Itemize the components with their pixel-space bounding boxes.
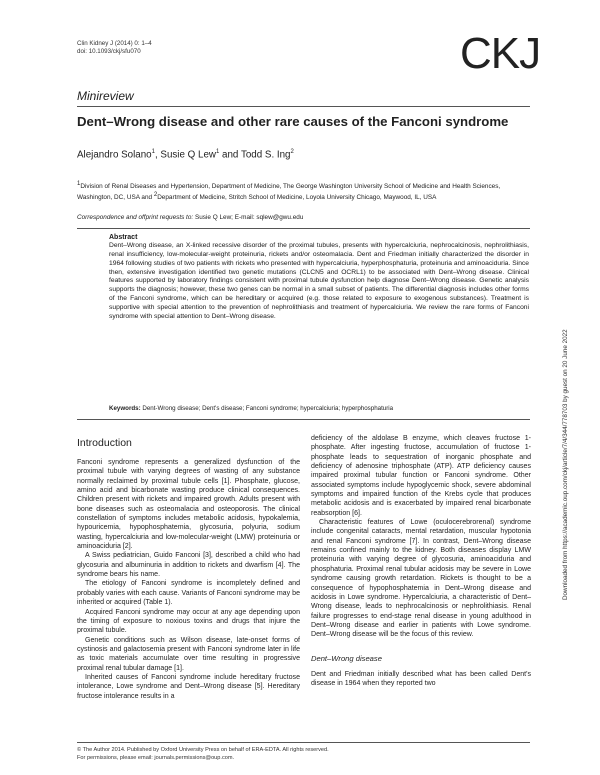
author-list: Alejandro Solano$^1$, Susie Q Lew$^1$ and Todd S. Ing$^2$ <box>77 149 294 161</box>
keywords-label: Keywords: <box>109 405 141 412</box>
author-sup: 1 <box>215 149 220 155</box>
abstract-divider <box>77 419 530 420</box>
header-divider <box>77 106 530 107</box>
affiliation-text: Division of Renal Diseases and Hypertension, Department of Medicine, The George Washington University School of Medicine and Health Sciences, Washington, DC, USA and <box>77 183 501 202</box>
affil-sup: 1 <box>77 181 81 187</box>
keywords-value: Dent-Wrong disease; Dent's disease; Fanconi syndrome; hypercalciuria; hyperphosphaturia <box>140 405 394 412</box>
abstract-heading: Abstract <box>109 234 138 241</box>
author-name: Alejandro Solano <box>77 149 152 161</box>
paragraph: Fanconi syndrome represents a generalized dysfunction of the proximal tubule with varying degrees of wasting of any substance normally reclaimed by proximal tubule cells [1]. Phosphate, glucose, amino acid and bicarbonate wasting produce clinical consequences. Children present with rickets and impaired growth. Adults present with bone diseases such as osteomalacia and osteoporosis. The clinical constellation of symptoms includes metabolic acidosis, hypokalemia, hypouricemia, hypophosphatemia, glycosuria, polyuria, sodium wasting, hypercalciuria and low-molecular-weight (LMW) proteinuria or aminoaciduria [2]. <box>77 459 300 551</box>
doi-line: doi: 10.1093/ckj/sfu070 <box>77 48 141 56</box>
paragraph: A Swiss pediatrician, Guido Fanconi [3], described a child who had glycosuria and albuminuria in addition to rickets and dwarfism [4]. The syndrome bears his name. <box>77 552 300 579</box>
keywords <box>109 405 393 412</box>
copyright-line: © The Author 2014. Published by Oxford University Press on behalf of ERA-EDTA. All rights reserved. <box>77 747 329 753</box>
correspondence <box>77 214 303 221</box>
paragraph: Genetic conditions such as Wilson disease, late-onset forms of cystinosis and galactosemia present with Fanconi syndrome later in life as toxic materials accumulate over time resulting in progressive proximal renal tubular damage [1]. <box>77 636 300 672</box>
article-type: Minireview <box>77 89 134 103</box>
citation-block <box>77 40 152 57</box>
body-column-2 <box>311 434 531 689</box>
download-stamp: Downloaded from https://academic.oup.com/ckj/article/7/4/344/778703 by guest on 20 June 2022 <box>562 329 569 600</box>
section-heading-dent-wrong: Dent–Wrong disease <box>311 653 382 663</box>
affiliation-text: Department of Medicine, Stritch School of Medicine, Loyola University Chicago, Maywood, IL, USA <box>157 194 437 202</box>
copyright-footer <box>77 747 329 762</box>
paragraph: Characteristic features of Lowe (oculocerebrorenal) syndrome include congenital cataracts, mental retardation, muscular hypotonia and renal Fanconi syndrome [7]. In contrast, Dent–Wrong disease remains confined mainly to the kidney. Both diseases display LMW proteinuria with varying degree of glycosuria, aminoaciduria and phosphaturia. Proximal renal tubular acidosis may be severe in Lowe syndrome causing growth retardation. Rickets is thought to be a consequence of hypophosphatemia in Dent–Wrong disease and acidosis in Lowe syndrome. Hypercalciuria, a characteristic of Dent–Wrong disease, leads to nephrocalcinosis or nephrolithiasis. Renal failure progresses to end-stage renal disease in young adulthood in Dent–Wrong disease and earlier in patients with Lowe syndrome. Dent–Wrong disease will be the focus of this review. <box>311 519 531 639</box>
paragraph: Inherited causes of Fanconi syndrome include hereditary fructose intolerance, Lowe syndrome and Dent–Wrong disease [5]. Hereditary fructose intolerance results in a <box>77 673 300 700</box>
abstract-text: Dent–Wrong disease, an X-linked recessive disorder of the proximal tubules, presents with hypercalciuria, nephrocalcinosis, nephrolithiasis, renal insufficiency, low-molecular-weight proteinuria, rickets and/or osteomalacia. Dent and Friedman initially characterized the disorder in 1964 following studies of two patients with rickets who presented with hypercalciuria, hyperphosphaturia, proteinuria and aminoaciduria. Since then, extensive investigation identified two genetic mutations (CLCN5 and OCRL1) to be associated with Dent–Wrong disease. Clinical features supported by laboratory findings consistent with proximal tubule dysfunction help diagnose Dent–Wrong disease. Genetic analysis supports the diagnosis; however, these two genes can be normal in a small subset of patients. The differential diagnosis includes other forms of the Fanconi syndrome, which can be hereditary or acquired (e.g. those related to exposure to exogenous substances). Treatment is supportive with special attention to the prevention of nephrolithiasis and treatment of hypercalciuria. We review the rare forms of Fanconi syndrome with special attention to Dent–Wrong disease. <box>109 242 529 320</box>
affiliations <box>77 180 532 203</box>
journal-logo: CKJ <box>460 29 541 78</box>
correspondence-value: Susie Q Lew; E-mail: sqlew@gwu.edu <box>193 214 304 221</box>
paragraph: deficiency of the aldolase B enzyme, which cleaves fructose 1-phosphate. After ingesting fructose, accumulation of fructose 1-phosphate leads to sequestration of inorganic phosphate and deficiency of adenosine triphosphate (ATP). ATP deficiency causes impaired proximal tubular function or Fanconi syndrome. Other associated symptoms include hypoglycemic shock, severe abdominal symptoms and impaired function of the Krebs cycle that produces metabolic acidosis and is exacerbated by impaired renal bicarbonate reabsorption [6]. <box>311 435 531 517</box>
affil-divider <box>77 228 530 229</box>
paragraph: Acquired Fanconi syndrome may occur at any age depending upon the timing of exposure to noxious toxins and drugs that injure the proximal tubule. <box>77 608 300 635</box>
journal-line: Clin Kidney J (2014) 0: 1–4 <box>77 40 152 47</box>
abstract <box>109 234 529 322</box>
author-name: Susie Q Lew <box>160 149 216 161</box>
affil-sup: 2 <box>153 192 158 199</box>
correspondence-label: Correspondence and offprint requests to: <box>77 214 194 221</box>
author-sup: 2 <box>290 149 294 155</box>
author-sup: 1 <box>151 149 155 155</box>
author-name: Todd S. Ing <box>240 149 291 161</box>
footer-divider <box>77 742 530 743</box>
body-column-1 <box>77 458 300 701</box>
paragraph: The etiology of Fanconi syndrome is incompletely defined and probably varies with each cause. Variants of Fanconi syndrome may be inherited or acquired (Table 1). <box>77 580 300 607</box>
article-title: Dent–Wrong disease and other rare causes of the Fanconi syndrome <box>77 114 509 129</box>
permissions-line: For permissions, please email: journals.permissions@oup.com. <box>77 754 235 761</box>
paragraph: Dent and Friedman initially described what has been called Dent's disease in 1964 when they reported two <box>311 670 531 688</box>
intro-heading: Introduction <box>77 437 132 449</box>
